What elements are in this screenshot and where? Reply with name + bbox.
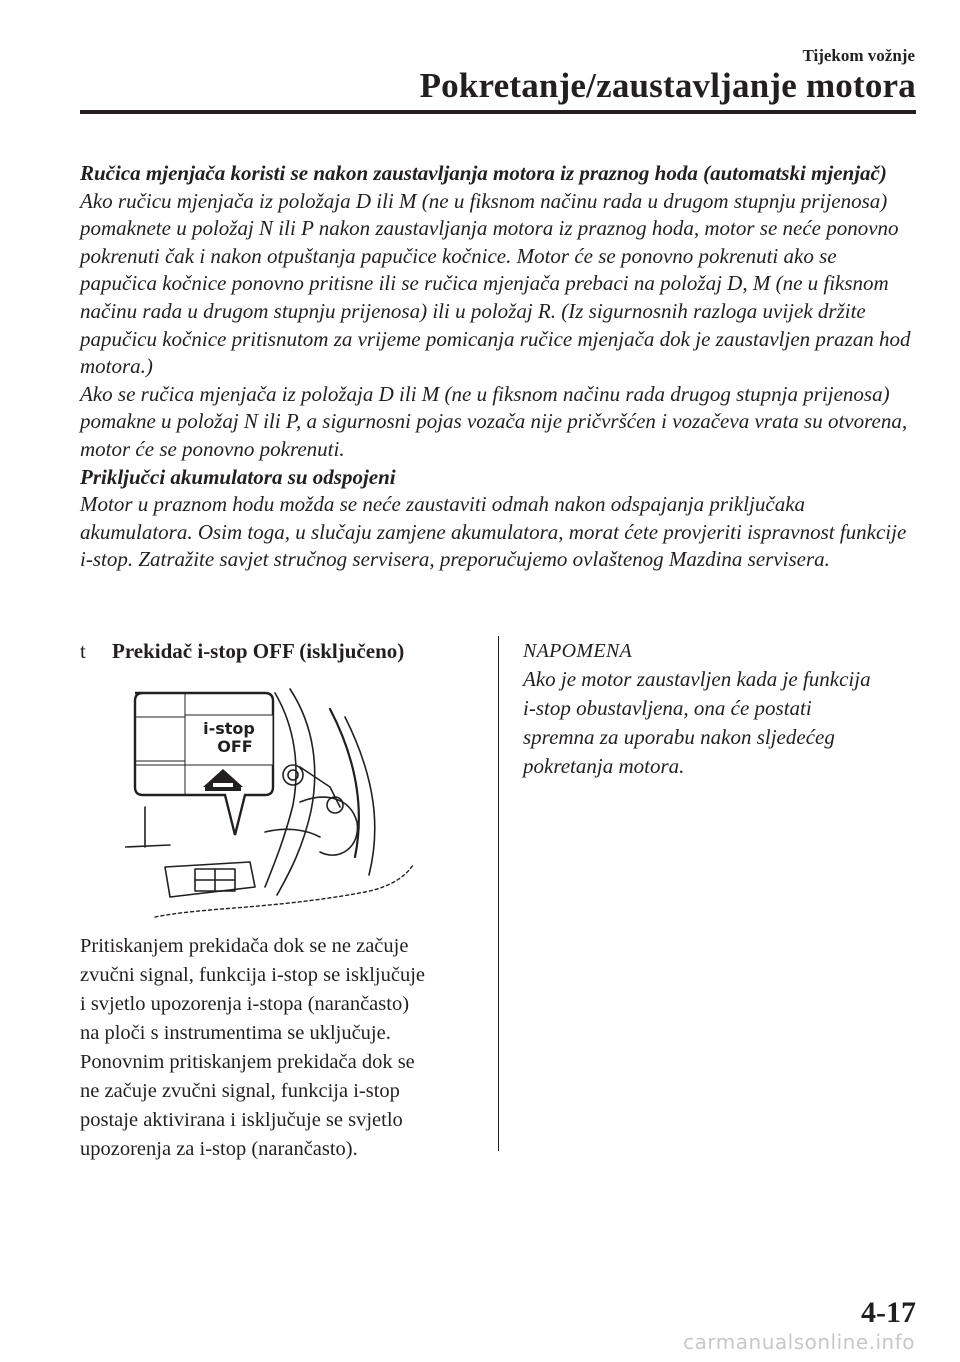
switch-description-line: ne začuje zvučni signal, funkcija i-stop [80, 1080, 400, 1102]
switch-description-line: postaje aktivirana i isključuje se svjetlo [80, 1109, 403, 1131]
bullet-icon: t [80, 639, 86, 663]
note-line: spremna za uporabu nakon sljedećeg [523, 725, 835, 749]
page-number: 4-17 [861, 1296, 916, 1329]
switch-description-line: Ponovnim pritiskanjem prekidača dok se [80, 1051, 415, 1073]
note-line: Ako je motor zaustavljen kada je funkcija [523, 667, 871, 691]
switch-description [80, 932, 470, 1164]
switch-description-line: Pritiskanjem prekidača dok se ne začuje [80, 935, 409, 957]
left-column [80, 638, 470, 1164]
heading-battery: Priključci akumulatora su odspojeni [80, 464, 396, 489]
switch-heading [80, 638, 470, 665]
chapter-title: Pokretanje/zaustavljanje motora [419, 66, 916, 105]
switch-description-line: na ploči s instrumentima se uključuje. [80, 1022, 391, 1044]
paragraph-battery: Motor u praznom hodu možda se neće zaustaviti odmah nakon odspajanja priključaka akumulatora. Osim toga, u slučaju zamjene akumulatora, morat ćete provjeriti ispravnost funkcije i-stop. Zatražite savjet stručnog servisera, preporučujemo ovlaštenog Mazdina servisera. [80, 492, 907, 572]
paragraph-shift-lever-2: Ako se ručica mjenjača iz položaja D ili M (ne u fiksnom načinu rada drugog stupnja prijenosa) pomakne u položaj N ili P, a sigurnosni pojas vozača nije pričvršćen i vozačeva vrata su otvorena, motor će se ponovno pokrenuti. [80, 381, 908, 461]
right-column [523, 638, 923, 781]
paragraph-shift-lever-1: Ako ručicu mjenjača iz položaja D ili M (ne u fiksnom načinu rada u drugom stupnju prijenosa) pomaknete u položaj N ili P nakon zaustavljanja motora iz praznog hoda, motor se neće ponovno pokrenuti čak i nakon otpuštanja papučice kočnice. Motor će se ponovno pokrenuti ako se papučica kočnice ponovno pritisne ili se ručica mjenjača prebaci na položaj D, M (ne u fiksnom načinu rada u drugom stupnju prijenosa) ili u položaj R. (Iz sigurnosnih razloga uvijek držite papučicu kočnice pritisnutom za vrijeme pomicanja ručice mjenjača dok je zaustavljen prazan hod motora.) [80, 188, 911, 379]
note-line: pokretanja motora. [523, 754, 685, 778]
figure-label-off: OFF [217, 737, 253, 756]
note-heading: NAPOMENA [523, 640, 633, 662]
switch-description-line: zvučni signal, funkcija i-stop se isključuje [80, 964, 426, 986]
top-text-block [80, 160, 916, 574]
section-label: Tijekom vožnje [802, 46, 915, 65]
switch-description-line: i svjetlo upozorenja i-stopa (narančasto) [80, 993, 410, 1015]
column-divider [498, 636, 499, 1151]
heading-shift-lever: Ručica mjenjača koristi se nakon zaustavljanja motora iz praznog hoda (automatski mjenjač) [80, 161, 887, 185]
switch-heading-text: Prekidač i-stop OFF (isključeno) [112, 639, 405, 663]
switch-description-line: upozorenja za i-stop (narančasto). [80, 1138, 358, 1160]
figure-label-istop: i-stop [203, 719, 255, 738]
istop-switch-figure [125, 687, 415, 921]
watermark: carmanualsonline.info [683, 1330, 915, 1354]
header-rule [80, 110, 916, 114]
note-line: i-stop obustavljena, ona će postati [523, 696, 812, 720]
